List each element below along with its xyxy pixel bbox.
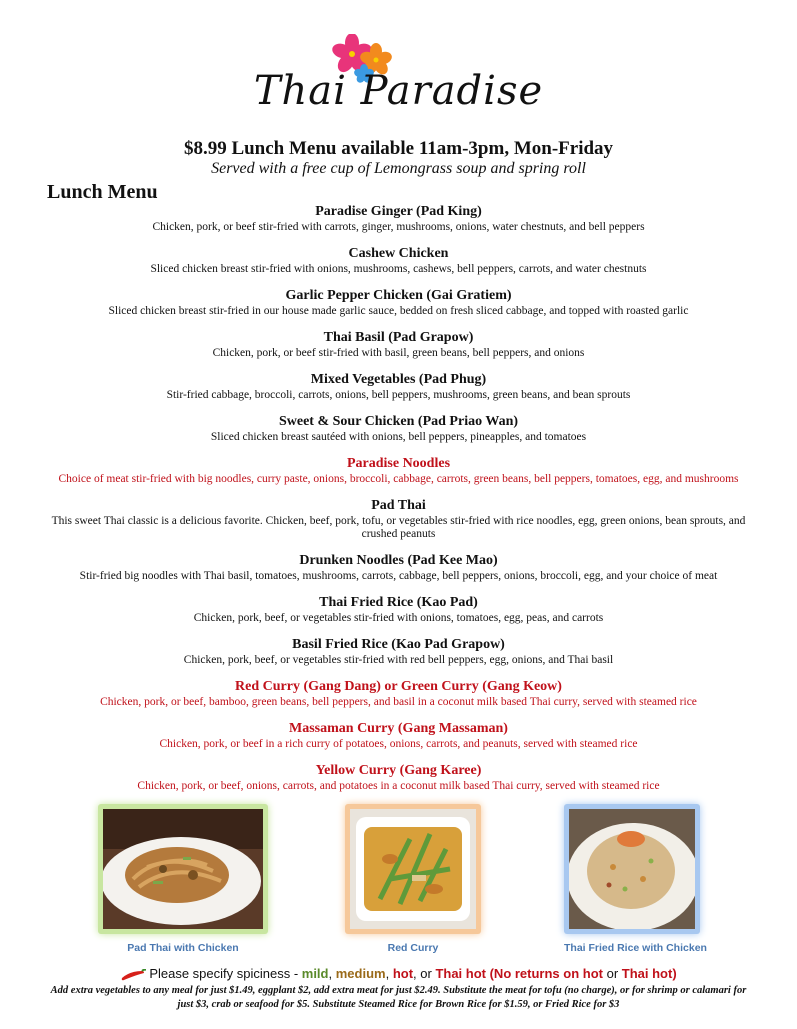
menu-item-desc: Chicken, pork, or beef, onions, carrots, and potatoes in a coconut milk based Thai curry, served with steamed rice [137, 780, 660, 792]
close-paren: ) [672, 966, 677, 981]
menu-item-desc: Sliced chicken breast stir-fried in our house made garlic sauce, bedded on fresh sliced cabbage, and topped with roasted garlic [108, 305, 689, 317]
spice-thai-hot: Thai hot [621, 966, 673, 981]
spice-mild: mild [301, 966, 329, 981]
menu-item-name: Basil Fried Rice (Kao Pad Grapow) [292, 637, 505, 652]
menu-item [40, 330, 757, 360]
pad-thai-photo-icon [103, 809, 263, 929]
menu-item-name: Garlic Pepper Chicken (Gai Gratiem) [285, 288, 512, 303]
sep: , or [413, 966, 436, 981]
menu-item [40, 246, 757, 276]
menu-item [40, 288, 757, 318]
menu-item-desc: Chicken, pork, beef, or vegetables stir-fried with onions, tomatoes, egg, peas, and carrots [193, 612, 604, 624]
section-title: Lunch Menu [47, 181, 158, 203]
menu-item-name: Yellow Curry (Gang Karee) [315, 763, 482, 778]
menu-item-name: Mixed Vegetables (Pad Phug) [310, 372, 487, 387]
brand-name: Thai Paradise [253, 68, 544, 114]
menu-item-desc: This sweet Thai classic is a delicious favorite. Chicken, beef, pork, tofu, or vegetables stir-fried with rice noodles, egg, green onions, bean sprouts, and crushed peanuts [51, 515, 746, 540]
spiciness-note [0, 966, 797, 981]
photo-frame [98, 804, 268, 934]
photo-pad-thai [98, 804, 268, 954]
menu-item [40, 204, 757, 234]
fried-rice-photo-icon [569, 809, 695, 929]
menu-item [40, 595, 757, 625]
extras-note: Add extra vegetables to any meal for just $1.49, eggplant $2, add extra meat for just $2.49. Substitute the meat for tofu (no charge), or for shrimp or calamari for just $3, crab or seafood for $5. Substitute Steamed Rice for Brown Rice for $1.59, or Fried Rice for $3 [50, 985, 747, 1010]
menu-item-desc: Stir-fried cabbage, broccoli, carrots, onions, bell peppers, mushrooms, green beans, and bean sprouts [166, 389, 631, 401]
menu-item [40, 372, 757, 402]
sep: , [385, 966, 393, 981]
photo-frame [564, 804, 700, 934]
menu-item-name: Red Curry (Gang Dang) or Green Curry (Gang Keow) [235, 679, 562, 694]
menu-item [40, 721, 757, 751]
photo-red-curry [345, 804, 481, 954]
chili-pepper-icon [120, 969, 146, 981]
photo-thai-fried-rice [564, 804, 707, 954]
red-curry-photo-icon [350, 809, 476, 929]
sep: , [328, 966, 336, 981]
menu-item-desc: Choice of meat stir-fried with big noodles, curry paste, onions, broccoli, cabbage, carrots, green beans, bell peppers, tomatoes, egg, and mushrooms [58, 473, 739, 485]
menu-item-desc: Chicken, pork, or beef, bamboo, green beans, bell peppers, and basil in a coconut milk based Thai curry, served with steamed rice [100, 696, 697, 708]
menu-item-name: Paradise Ginger (Pad King) [315, 204, 482, 219]
no-returns-text: (No returns on [485, 966, 583, 981]
menu-item [40, 679, 757, 709]
spice-hot: hot [582, 966, 603, 981]
menu-item [40, 498, 757, 541]
spice-thai-hot: Thai hot [435, 966, 486, 981]
menu-item-name: Paradise Noodles [346, 456, 451, 471]
photo-caption: Red Curry [387, 942, 439, 954]
menu-list [40, 204, 757, 793]
spice-medium: medium [335, 966, 386, 981]
menu-item-name: Pad Thai [371, 498, 426, 513]
photo-caption: Pad Thai with Chicken [127, 942, 239, 954]
menu-item-desc: Stir-fried big noodles with Thai basil, tomatoes, mushrooms, carrots, cabbage, bell peppers, onions, broccoli, egg, and your choice of meat [79, 570, 718, 582]
menu-item-desc: Chicken, pork, beef, or vegetables stir-fried with red bell peppers, egg, onions, and Thai basil [183, 654, 614, 666]
photo-frame [345, 804, 481, 934]
menu-item-name: Thai Fried Rice (Kao Pad) [319, 595, 478, 610]
photo-caption: Thai Fried Rice with Chicken [564, 942, 707, 954]
menu-item [40, 637, 757, 667]
sep: or [602, 966, 622, 981]
menu-item-name: Sweet & Sour Chicken (Pad Priao Wan) [278, 414, 519, 429]
menu-item-desc: Sliced chicken breast stir-fried with onions, mushrooms, cashews, bell peppers, carrots, and water chestnuts [150, 263, 647, 275]
menu-item [40, 763, 757, 793]
menu-item-desc: Sliced chicken breast sautéed with onions, bell peppers, pineapples, and tomatoes [210, 431, 587, 443]
lunch-headline: $8.99 Lunch Menu available 11am-3pm, Mon-Friday [183, 138, 614, 159]
logo [0, 30, 797, 120]
menu-item [40, 553, 757, 583]
menu-item-desc: Chicken, pork, or beef stir-fried with basil, green beans, bell peppers, and onions [212, 347, 585, 359]
menu-item-name: Cashew Chicken [348, 246, 449, 261]
spiciness-prompt: Please specify spiciness - [149, 966, 302, 981]
menu-item-name: Thai Basil (Pad Grapow) [323, 330, 474, 345]
lunch-subline: Served with a free cup of Lemongrass soup and spring roll [211, 160, 586, 177]
menu-item [40, 456, 757, 486]
photo-row [0, 804, 797, 964]
menu-item [40, 414, 757, 444]
spice-hot: hot [392, 966, 414, 981]
menu-item-name: Drunken Noodles (Pad Kee Mao) [299, 553, 498, 568]
menu-item-desc: Chicken, pork, or beef in a rich curry of potatoes, onions, carrots, and peanuts, served with steamed rice [159, 738, 638, 750]
menu-item-name: Massaman Curry (Gang Massaman) [289, 721, 508, 736]
menu-item-desc: Chicken, pork, or beef stir-fried with carrots, ginger, mushrooms, onions, water chestnuts, and bell peppers [152, 221, 645, 233]
